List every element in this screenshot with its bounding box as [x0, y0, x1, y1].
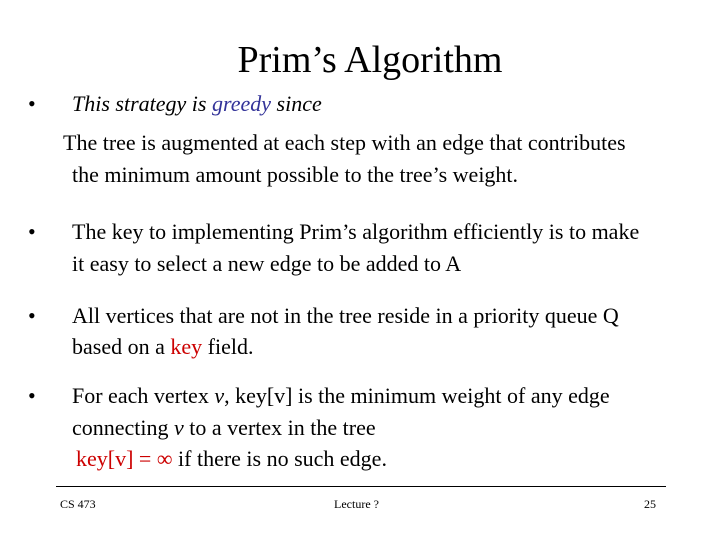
slide-title: Prim’s Algorithm: [237, 39, 503, 81]
vertex-v-1: v: [214, 383, 225, 408]
bullet-4-line-1-pre: For each vertex: [72, 383, 215, 408]
bullet-2-line-1: The key to implementing Prim’s algorithm efficiently is to make: [72, 219, 640, 244]
greedy-word: greedy: [211, 91, 272, 116]
bullet-4-line-1: [72, 381, 610, 411]
bullet-4-line-2-post: to a vertex in the tree: [183, 415, 376, 440]
key-word: key: [170, 334, 203, 359]
bullet-3-line-2-post: field.: [202, 334, 254, 359]
bullet-2-line-2: it easy to select a new edge to be added to A: [72, 251, 462, 276]
footer-page-number: 25: [644, 497, 656, 511]
bullet-4-line-2: [72, 413, 376, 443]
bullet-3-line-2: [72, 332, 253, 362]
footer-divider: [56, 486, 666, 487]
bullet-4-line-3: [76, 444, 387, 474]
bullet-4-line-3-post: if there is no such edge.: [172, 446, 387, 471]
bullet-3-marker: •: [28, 303, 36, 328]
bullet-1-text: [72, 89, 322, 119]
key-infinity-expression: key[v] = ∞: [76, 446, 173, 471]
bullet-1-marker: •: [28, 91, 36, 116]
bullet-4-line-1-post: , key[v] is the minimum weight of any edge: [224, 383, 610, 408]
bullet-1-indent-line-1: The tree is augmented at each step with an edge that contributes: [63, 130, 626, 155]
bullet-3-line-1: All vertices that are not in the tree reside in a priority queue Q: [72, 303, 619, 328]
footer-lecture: Lecture ?: [334, 497, 379, 511]
vertex-v-2: v: [174, 415, 184, 440]
bullet-4-line-2-pre: connecting: [72, 415, 175, 440]
bullet-3-line-2-pre: based on a: [72, 334, 171, 359]
footer-course: CS 473: [60, 497, 96, 511]
bullet-1-part1: This strategy is: [72, 91, 212, 116]
bullet-1-part2: since: [271, 91, 322, 116]
bullet-4-marker: •: [28, 383, 36, 408]
bullet-1-indent-line-2: the minimum amount possible to the tree’s weight.: [72, 162, 519, 187]
bullet-2-marker: •: [28, 219, 36, 244]
